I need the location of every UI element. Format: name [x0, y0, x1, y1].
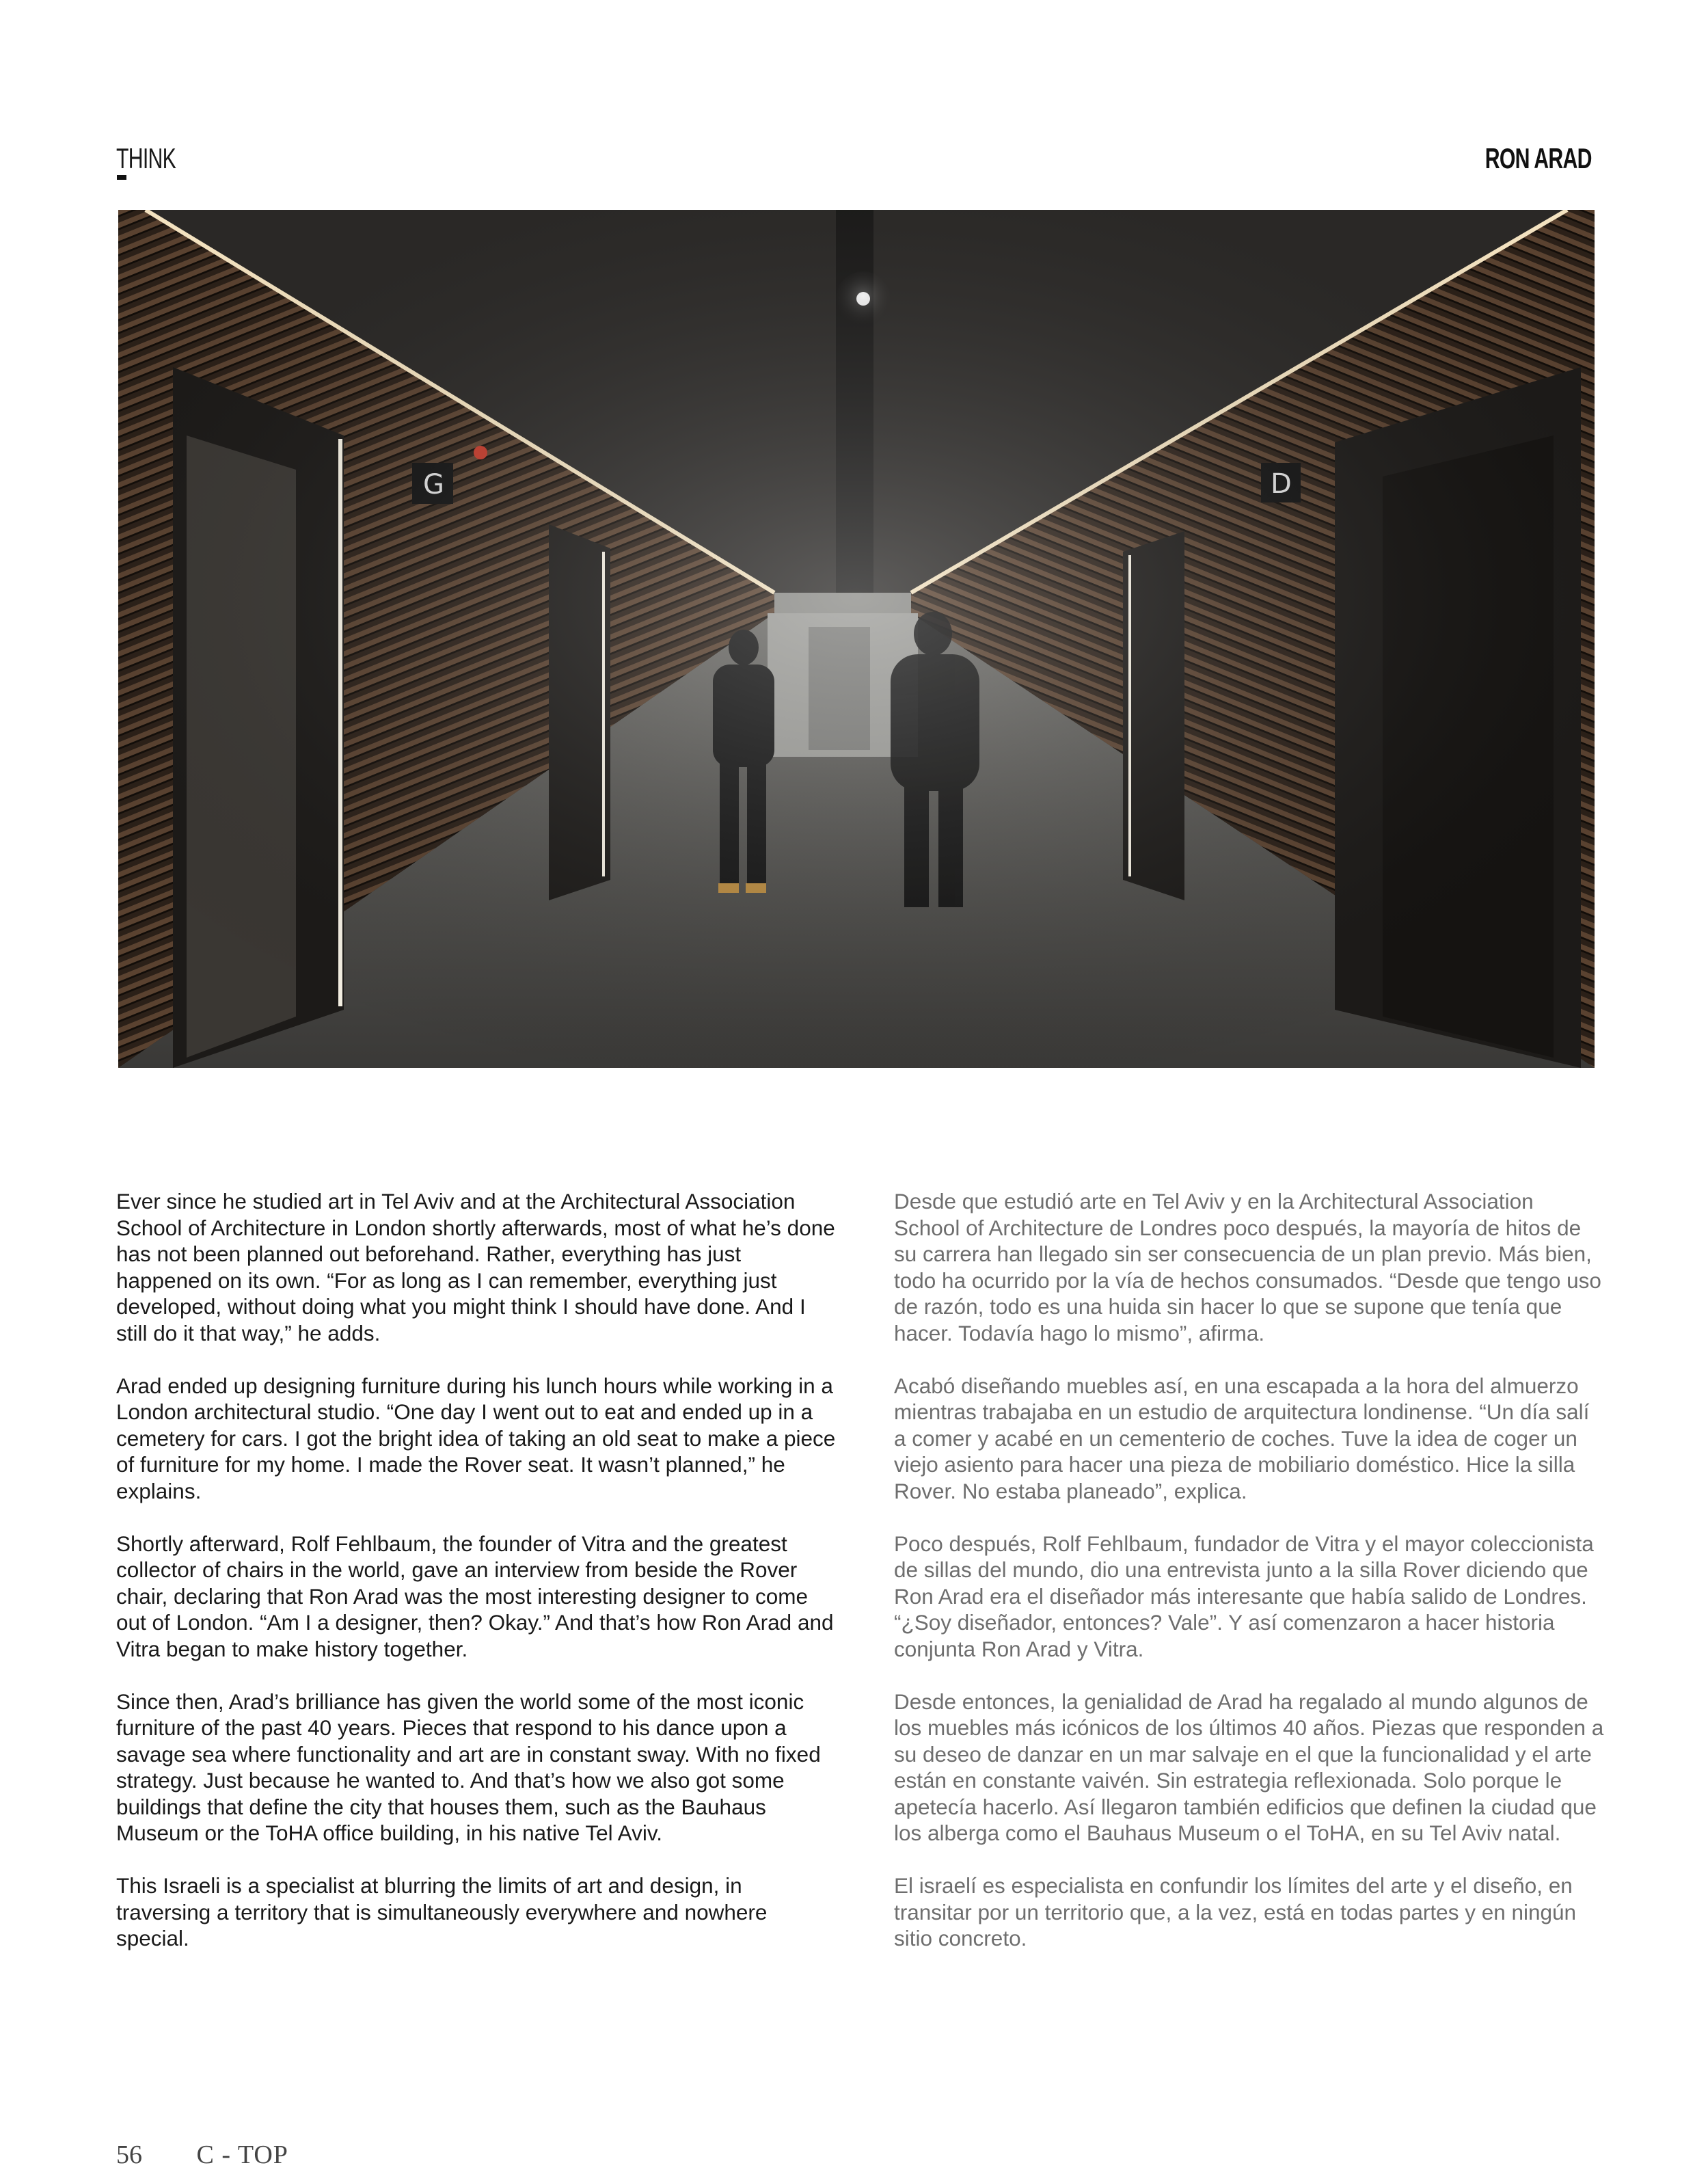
paragraph-en-3: Shortly afterward, Rolf Fehlbaum, the founder of Vitra and the greatest collector of chairs in the world, gave an interview from beside the Rover chair, declaring that Ron Arad was the most interesting designer to come out of London. “Am I a designer, then? Okay.” And that’s how Ron Arad and Vitra began to make history together.: [116, 1531, 834, 1661]
magazine-name: C - TOP: [196, 2141, 288, 2169]
english-column: [116, 1188, 841, 1978]
spanish-column: [894, 1188, 1605, 1978]
page-number: 56: [116, 2141, 142, 2169]
section-label: THINK: [116, 142, 176, 174]
paragraph-en-2: Arad ended up designing furniture during his lunch hours while working in a London architectural studio. “One day I went out to eat and ended up in a cemetery for cars. I got the bright idea of taking an old seat to make a piece of furniture for my home. I made the Rover seat. It wasn’t planned,” he explains.: [116, 1373, 836, 1503]
paragraph-es-1: Desde que estudió arte en Tel Aviv y en la Architectural Association School of Architecture de Londres poco después, la mayoría de hitos de su carrera han llegado sin ser consecuencia de un plan previo. Más bien, todo ha ocurrido por la vía de hechos consumados. “Desde que tengo uso de razón, todo es una huida sin hacer lo que se supone que tenía que hacer. Todavía hago lo mismo”, afirma.: [894, 1189, 1601, 1345]
hero-photo: [118, 210, 1595, 1068]
paragraph-es-2: Acabó diseñando muebles así, en una escapada a la hora del almuerzo mientras trabajaba en un estudio de arquitectura londinense. “Un día salí a comer y acabé en un cementerio de coches. Tuve la idea de coger un viejo asiento para hacer una pieza de mobiliario doméstico. Hice la silla Rover. No estaba planeado”, explica.: [894, 1373, 1590, 1503]
section-marker: [117, 175, 126, 180]
paragraph-es-3: Poco después, Rolf Fehlbaum, fundador de Vitra y el mayor coleccionista de sillas del mundo, dio una entrevista junto a la silla Rover diciendo que Ron Arad era el diseñador más interesante que había salido de Londres. “¿Soy diseñador, entonces? Vale”. Y así comenzaron a hacer historia conjunta Ron Arad y Vitra.: [894, 1531, 1594, 1661]
paragraph-en-4: Since then, Arad’s brilliance has given the world some of the most iconic furniture of the past 40 years. Pieces that respond to his dance upon a savage sea where functionality and art are in constant sway. With no fixed strategy. Just because he wanted to. And that’s how we also got some buildings that define the city that houses them, such as the Bauhaus Museum or the ToHA office building, in his native Tel Aviv.: [116, 1689, 821, 1845]
article-title: RON ARAD: [1485, 142, 1592, 174]
paragraph-en-1: Ever since he studied art in Tel Aviv and at the Architectural Association School of Architecture in London shortly afterwards, most of what he’s done has not been planned out beforehand. Rather, everything has just happened on its own. “For as long as I can remember, everything just developed, without doing what you might think I should have done. And I still do it that way,” he adds.: [116, 1189, 835, 1345]
page-footer: [116, 2140, 288, 2170]
paragraph-es-5: El israelí es especialista en confundir los límites del arte y el diseño, en transitar por un territorio que, a la vez, está en todas partes y en ningún sitio concreto.: [894, 1873, 1577, 1950]
paragraph-en-5: This Israeli is a specialist at blurring the limits of art and design, in traversing a territory that is simultaneously everywhere and nowhere special.: [116, 1873, 768, 1950]
paragraph-es-4: Desde entonces, la genialidad de Arad ha regalado al mundo algunos de los muebles más icónicos de los últimos 40 años. Piezas que responden a su deseo de danzar en un mar salvaje en el que la funcionalidad y el arte están en constante vaivén. Sin estrategia reflexionada. Solo porque le apetecía hacerlo. Así llegaron también edificios que definen la ciudad que los alberga como el Bauhaus Museum o el ToHA, en su Tel Aviv natal.: [894, 1689, 1604, 1845]
